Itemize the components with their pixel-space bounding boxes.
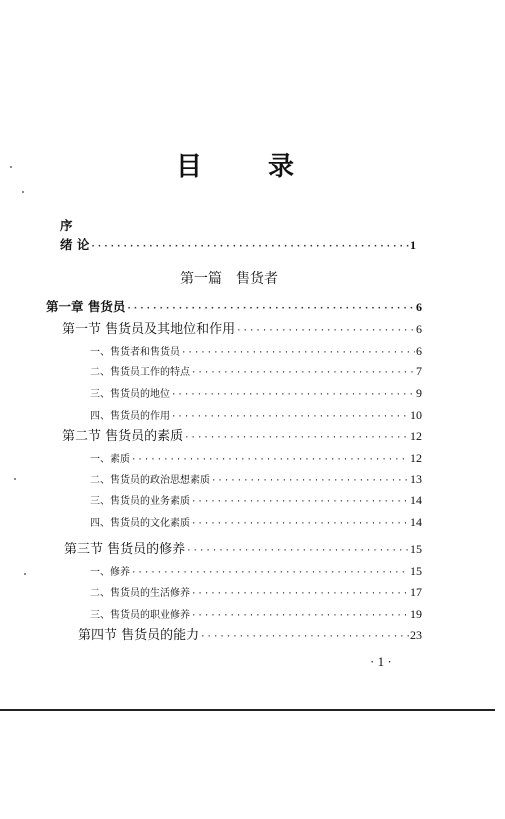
toc-entry-preface [60, 218, 416, 234]
leader-dots [191, 365, 415, 381]
toc-entry-label: 第三节 售货员的修养 [64, 542, 186, 557]
toc-entry-label: 二、售货员工作的特点 [90, 367, 190, 378]
toc-entry-page: 1 [410, 238, 416, 252]
toc-entry-page: 14 [410, 515, 422, 529]
toc-entry-page: 10 [410, 408, 422, 422]
leader-dots [191, 494, 409, 510]
page-number: · 1 · [370, 654, 392, 669]
leader-dots [191, 586, 409, 602]
toc-entry-item [90, 407, 422, 423]
leader-dots [200, 629, 409, 645]
toc-entry-page: 15 [410, 564, 422, 578]
toc-entry-page: 7 [416, 364, 422, 378]
toc-entry-page: 14 [410, 493, 422, 507]
toc-entry-item [90, 385, 422, 401]
leader-dots [184, 430, 409, 446]
toc-entry-item [90, 492, 422, 508]
toc-entry-label: 绪 论 [60, 237, 90, 252]
toc-entry-page: 17 [410, 585, 422, 599]
toc-entry-page: 6 [416, 300, 422, 314]
scan-speck [22, 191, 24, 193]
part-heading [180, 268, 278, 288]
toc-entry-chapter [46, 299, 422, 315]
toc-entry-label: 四、售货员的作用 [90, 411, 170, 422]
toc-entry-label: 第四节 售货员的能力 [78, 628, 200, 643]
toc-entry-introduction [60, 237, 416, 253]
toc-entry-item [90, 584, 422, 600]
leader-dots [211, 473, 409, 489]
leader-dots [171, 409, 409, 425]
leader-dots [236, 323, 415, 339]
leader-dots [181, 345, 415, 361]
toc-entry-page: 12 [410, 451, 422, 465]
toc-entry-item [90, 363, 422, 379]
toc-entry-item [90, 514, 422, 530]
toc-title-char-2: 录 [268, 152, 295, 182]
toc-entry-page: 6 [416, 322, 422, 336]
toc-entry-label: 第一章 售货员 [46, 299, 126, 314]
toc-entry-label: 二、售货员的政治思想素质 [90, 475, 210, 486]
toc-entry-page: 13 [410, 472, 422, 486]
leader-dots [186, 543, 409, 559]
toc-title-char-1: 目 [176, 152, 203, 182]
toc-entry-page: 15 [410, 542, 422, 556]
toc-entry-section [78, 627, 422, 643]
toc-entry-label: 一、素质 [90, 454, 130, 465]
toc-entry-label: 第二节 售货员的素质 [62, 429, 184, 444]
toc-entry-label: 第一节 售货员及其地位和作用 [62, 322, 236, 337]
scan-speck [10, 166, 12, 168]
toc-entry-page: 23 [410, 628, 422, 642]
toc-entry-section [62, 321, 422, 337]
leader-dots [191, 608, 409, 624]
leader-dots [131, 565, 409, 581]
toc-entry-page: 9 [416, 386, 422, 400]
page-bottom-rule [0, 709, 495, 711]
toc-entry-item [90, 606, 422, 622]
toc-entry-section [64, 541, 422, 557]
scan-speck [14, 478, 16, 480]
toc-entry-label: 四、售货员的文化素质 [90, 518, 190, 529]
toc-entry-item [90, 450, 422, 466]
toc-entry-label: 三、售货员的地位 [90, 389, 170, 400]
toc-entry-label: 序 [60, 218, 73, 233]
toc-entry-item [90, 563, 422, 579]
leader-dots [191, 516, 409, 532]
toc-entry-label: 二、售货员的生活修养 [90, 588, 190, 599]
toc-entry-item [90, 343, 422, 359]
scan-speck [24, 573, 26, 575]
toc-entry-page: 12 [410, 429, 422, 443]
toc-entry-page: 6 [416, 344, 422, 358]
toc-entry-page: 19 [410, 607, 422, 621]
toc-entry-item [90, 471, 422, 487]
part-name: 售货者 [236, 271, 278, 287]
leader-dots [126, 301, 415, 317]
part-number: 第一篇 [180, 271, 222, 287]
leader-dots [90, 239, 409, 255]
toc-entry-label: 三、售货员的业务素质 [90, 496, 190, 507]
leader-dots [131, 452, 409, 468]
toc-entry-section [62, 428, 422, 444]
toc-entry-label: 一、修养 [90, 567, 130, 578]
toc-entry-label: 三、售货员的职业修养 [90, 610, 190, 621]
toc-entry-label: 一、售货者和售货员 [90, 347, 180, 358]
leader-dots [171, 387, 415, 403]
